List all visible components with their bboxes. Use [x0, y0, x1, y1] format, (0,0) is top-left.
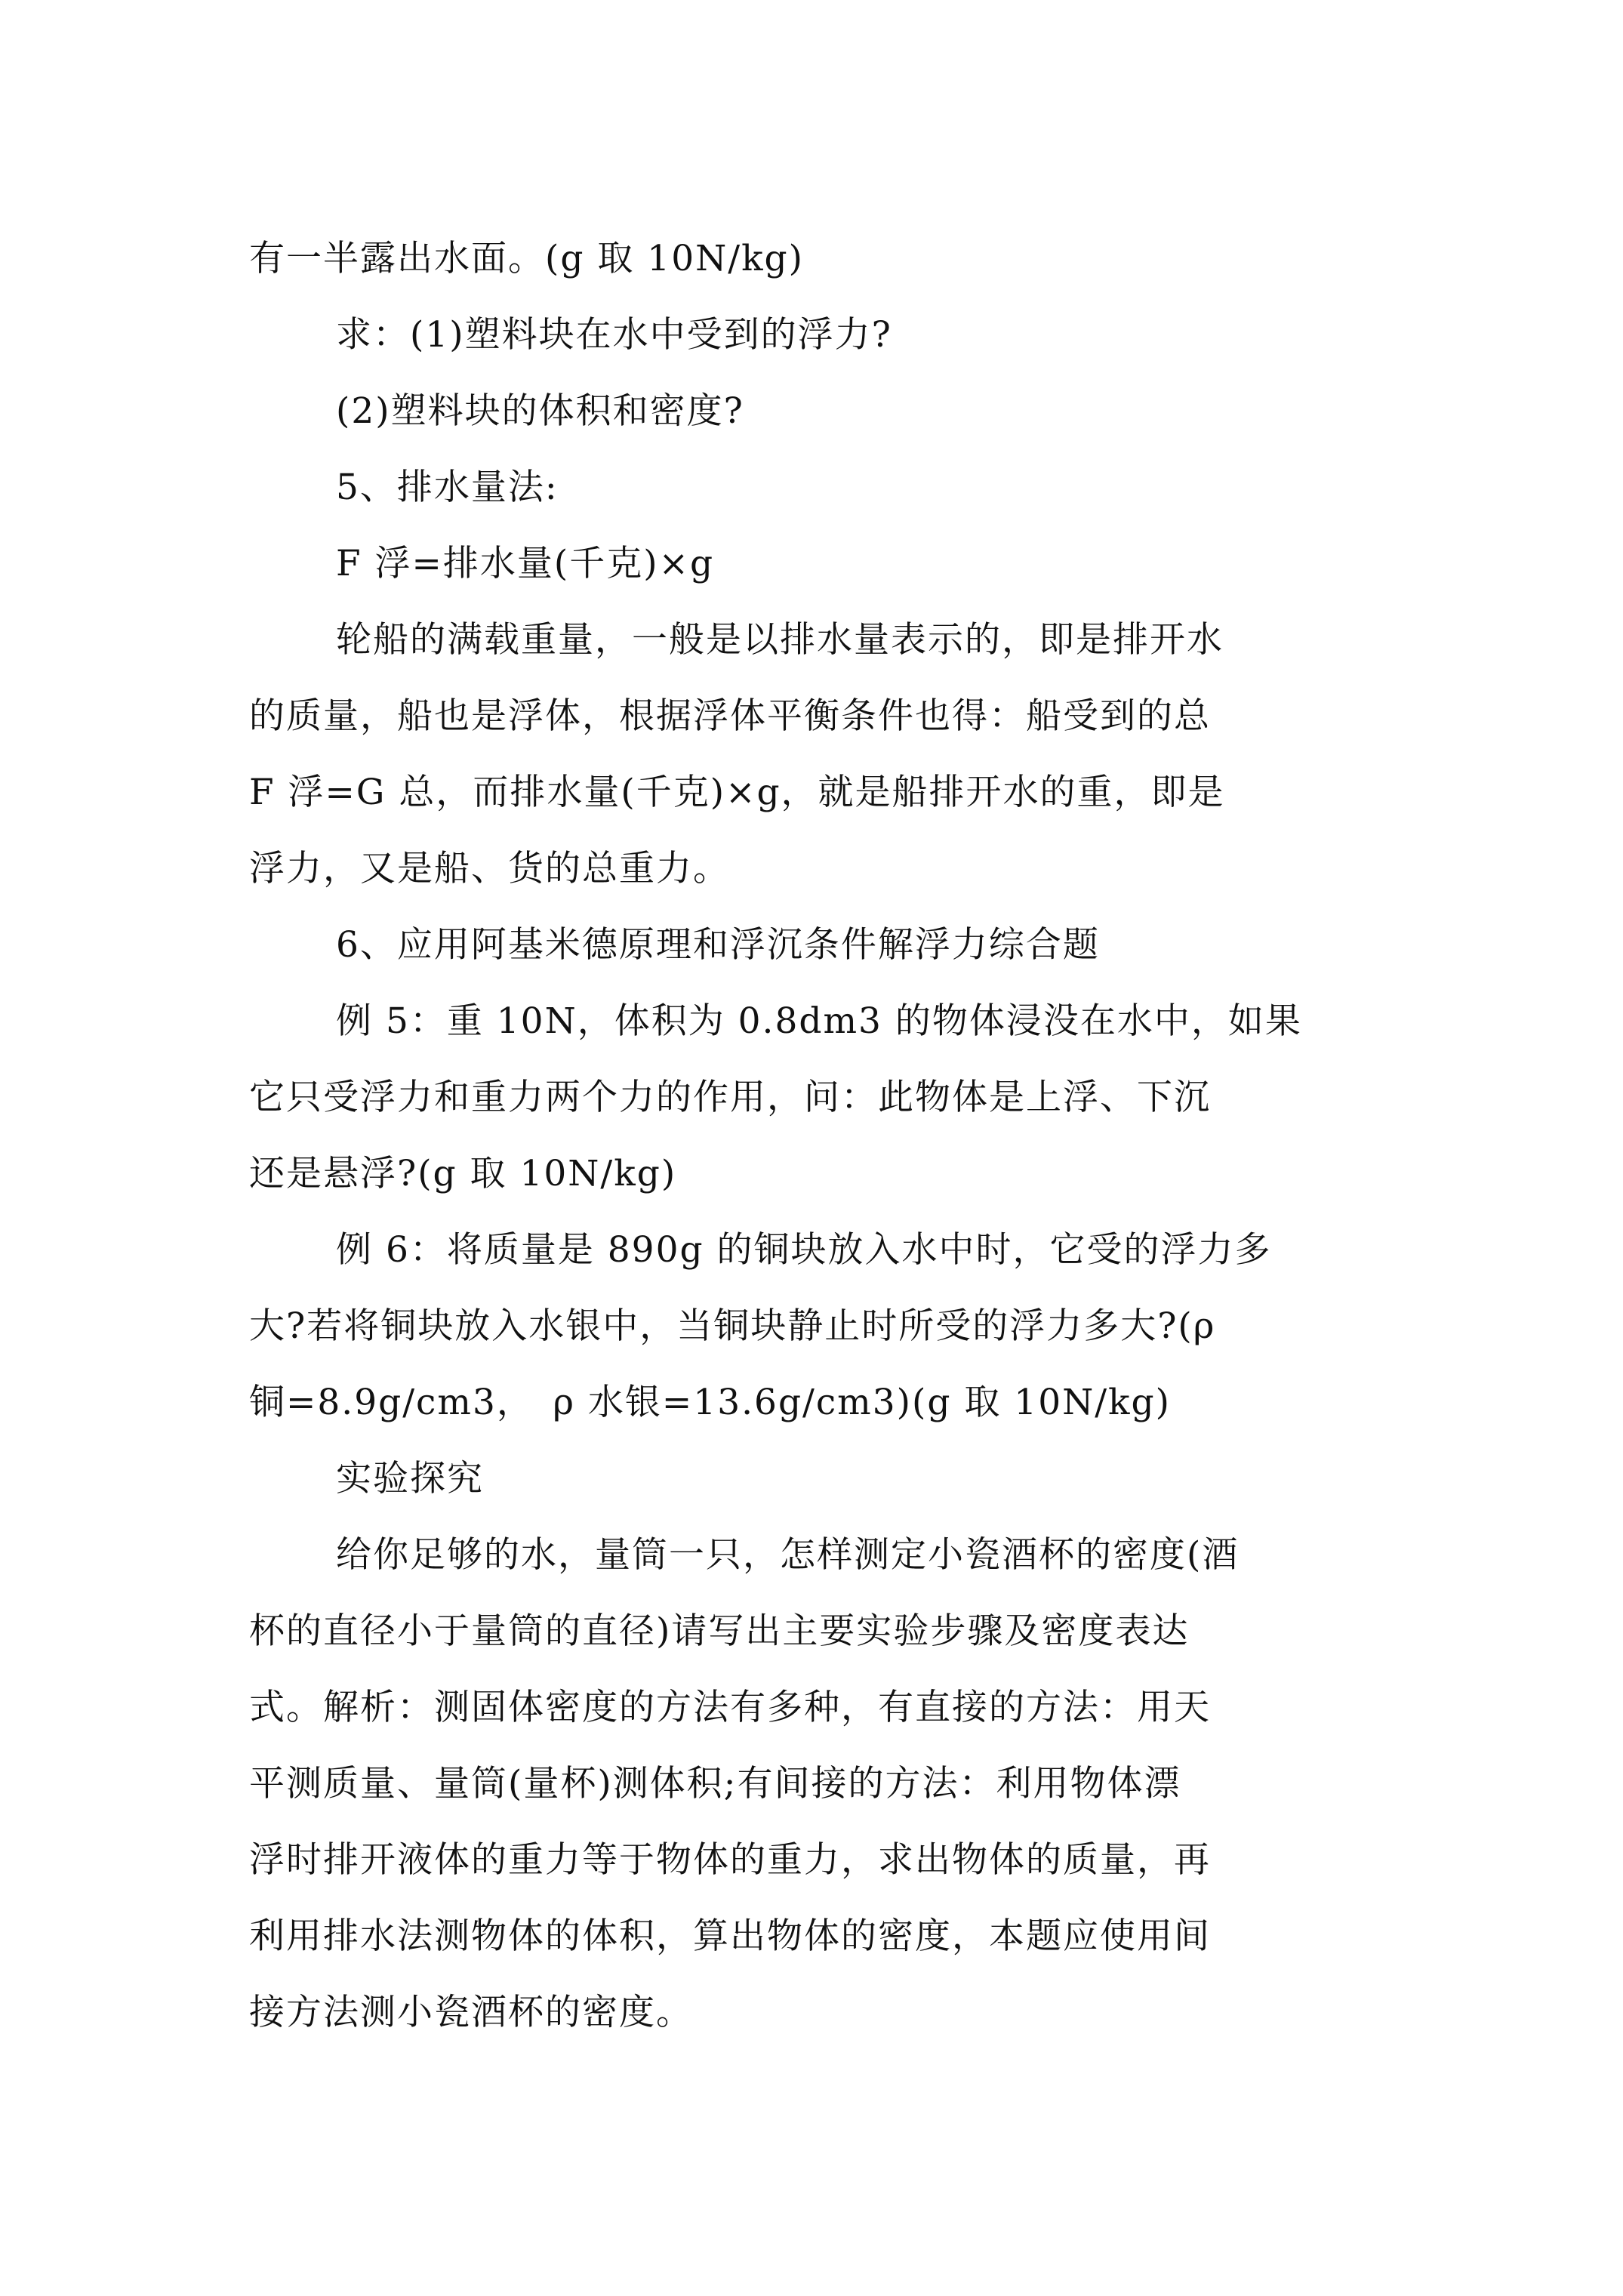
text-line-6: 轮船的满载重量，一般是以排水量表示的，即是排开水 — [336, 619, 1224, 661]
text-line-3: (2)塑料块的体积和密度? — [336, 390, 744, 432]
text-line-1: 有一半露出水面。(g 取 10N/kg) — [249, 238, 804, 279]
body-text — [249, 220, 1397, 2051]
experiment-line-6: 利用排水法测物体的体积，算出物体的密度，本题应使用间 — [249, 1915, 1211, 1957]
text-line-2: 求：(1)塑料块在水中受到的浮力? — [336, 314, 892, 356]
example-6-line-1: 例 6：将质量是 890g 的铜块放入水中时，它受的浮力多 — [336, 1229, 1272, 1271]
example-6-line-3: 铜=8.9g/cm3， ρ 水银=13.6g/cm3)(g 取 10N/kg) — [249, 1382, 1171, 1423]
section-heading-5: 5、排水量法: — [336, 467, 559, 508]
example-5-line-3: 还是悬浮?(g 取 10N/kg) — [249, 1153, 677, 1194]
experiment-line-3: 式。解析：测固体密度的方法有多种，有直接的方法：用天 — [249, 1687, 1211, 1728]
section-heading-experiment: 实验探究 — [336, 1458, 484, 1499]
experiment-line-2: 杯的直径小于量筒的直径)请写出主要实验步骤及密度表达 — [249, 1610, 1190, 1652]
section-heading-6: 6、应用阿基米德原理和浮沉条件解浮力综合题 — [336, 924, 1100, 966]
text-line-9: 浮力，又是船、货的总重力。 — [249, 848, 730, 889]
formula-line: F 浮=排水量(千克)×g — [336, 543, 715, 584]
experiment-line-1: 给你足够的水，量筒一只，怎样测定小瓷酒杯的密度(酒 — [336, 1534, 1240, 1576]
experiment-line-5: 浮时排开液体的重力等于物体的重力，求出物体的质量，再 — [249, 1839, 1211, 1881]
text-line-7: 的质量，船也是浮体，根据浮体平衡条件也得：船受到的总 — [249, 695, 1211, 737]
example-5-line-1: 例 5：重 10N，体积为 0.8dm3 的物体浸没在水中，如果 — [336, 1000, 1302, 1042]
example-6-line-2: 大?若将铜块放入水银中，当铜块静止时所受的浮力多大?(ρ — [249, 1305, 1216, 1347]
text-line-8: F 浮=G 总，而排水量(千克)×g，就是船排开水的重，即是 — [249, 772, 1225, 813]
experiment-line-4: 平测质量、量筒(量杯)测体积;有间接的方法：利用物体漂 — [249, 1763, 1181, 1804]
experiment-line-7: 接方法测小瓷酒杯的密度。 — [249, 1992, 693, 2033]
example-5-line-2: 它只受浮力和重力两个力的作用，问：此物体是上浮、下沉 — [249, 1077, 1211, 1118]
